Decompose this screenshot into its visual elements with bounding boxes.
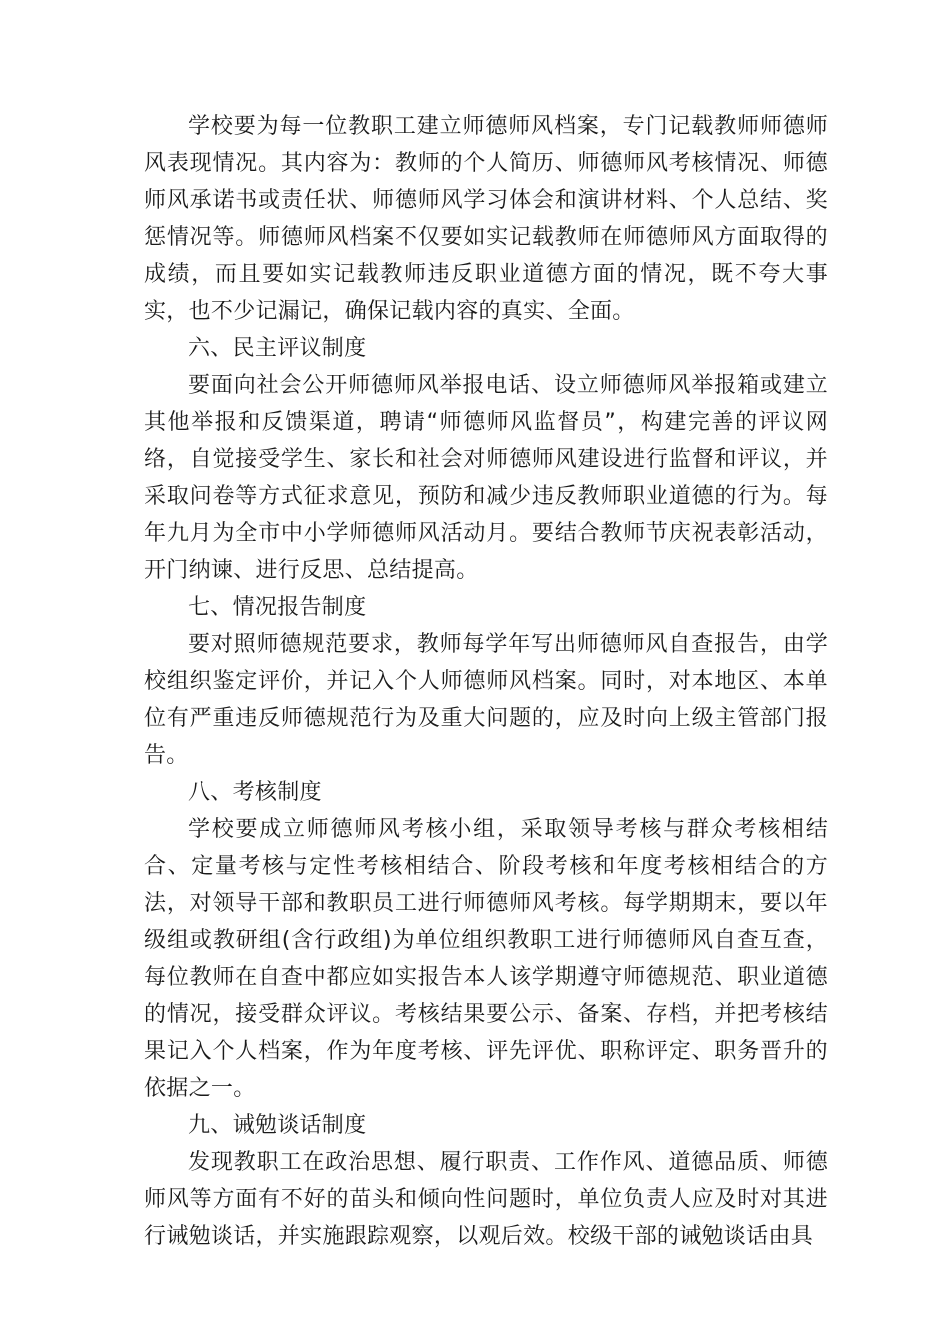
- heading-democratic-review: 六、民主评议制度: [188, 336, 367, 361]
- paragraph-archive-content: 学校要为每一位教职工建立师德师风档案，专门记载教师师德师风表现情况。其内容为：教师的个人简历、师德师风考核情况、师德师风承诺书或责任状、师德师风学习体会和演讲材料、个人总结、奖惩情况等。师德师风档案不仅要如实记载教师在师德师风方面取得的成绩，而且要如实记载教师违反职业道德方面的情况，既不夸大事实，也不少记漏记，确保记载内容的真实、全面。: [144, 114, 828, 324]
- paragraph-report-system: 要对照师德规范要求，教师每学年写出师德师风自查报告，由学校组织鉴定评价，并记入个人师德师风档案。同时，对本地区、本单位有严重违反师德规范行为及重大问题的，应及时向上级主管部门报告。: [144, 632, 828, 768]
- paragraph-admonition-talk: 发现教职工在政治思想、履行职责、工作作风、道德品质、师德师风等方面有不好的苗头和倾向性问题时，单位负责人应及时对其进行诫勉谈话，并实施跟踪观察，以观后效。校级干部的诫勉谈话由具: [144, 1150, 828, 1249]
- heading-assessment-system: 八、考核制度: [188, 780, 322, 805]
- document-page: [144, 108, 828, 1255]
- paragraph-assessment-system: 学校要成立师德师风考核小组，采取领导考核与群众考核相结合、定量考核与定性考核相结合、阶段考核和年度考核相结合的方法，对领导干部和教职员工进行师德师风考核。每学期期末，要以年级组或教研组(含行政组)为单位组织教职工进行师德师风自查互查，每位教师在自查中都应如实报告本人该学期遵守师德规范、职业道德的情况，接受群众评议。考核结果要公示、备案、存档，并把考核结果记入个人档案，作为年度考核、评先评优、职称评定、职务晋升的依据之一。: [144, 817, 828, 1101]
- heading-admonition-talk: 九、诫勉谈话制度: [188, 1113, 367, 1138]
- heading-report-system: 七、情况报告制度: [188, 595, 367, 620]
- paragraph-democratic-review: 要面向社会公开师德师风举报电话、设立师德师风举报箱或建立其他举报和反馈渠道，聘请“师德师风监督员”，构建完善的评议网络，自觉接受学生、家长和社会对师德师风建设进行监督和评议，并采取问卷等方式征求意见，预防和减少违反教师职业道德的行为。每年九月为全市中小学师德师风活动月。要结合教师节庆祝表彰活动，开门纳谏、进行反思、总结提高。: [144, 373, 828, 583]
